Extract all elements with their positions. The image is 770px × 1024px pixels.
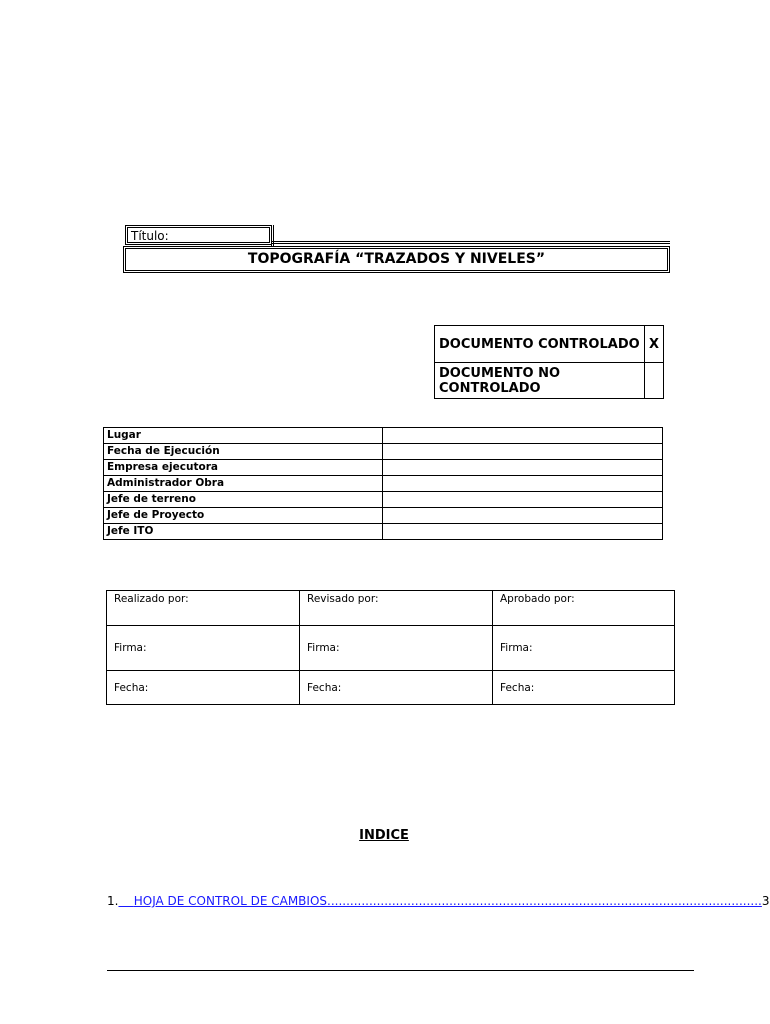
document-title	[123, 246, 670, 273]
table-row	[107, 591, 675, 626]
info-value	[383, 428, 663, 444]
control-mark: X	[645, 326, 664, 363]
table-row	[104, 492, 663, 508]
document-title-text: TOPOGRAFÍA “TRAZADOS Y NIVELES”	[247, 251, 546, 267]
toc-entry-number: 1.	[107, 894, 119, 908]
info-value	[383, 524, 663, 540]
title-label-text: Título:	[131, 229, 169, 243]
signature-header-revisado: Revisado por:	[300, 591, 493, 626]
table-row	[104, 460, 663, 476]
control-label: DOCUMENTO CONTROLADO	[435, 326, 645, 363]
toc-entry-page: 3	[761, 894, 770, 908]
table-row	[104, 476, 663, 492]
info-label: Lugar	[104, 428, 383, 444]
info-label: Jefe de Proyecto	[104, 508, 383, 524]
info-label: Empresa ejecutora	[104, 460, 383, 476]
toc-entry-link[interactable]	[118, 894, 327, 908]
title-divider-top	[272, 241, 670, 244]
info-value	[383, 508, 663, 524]
info-value	[383, 460, 663, 476]
control-row-controlled	[435, 326, 664, 363]
table-row	[107, 626, 675, 671]
signature-firma: Firma:	[300, 626, 493, 671]
project-info-table	[103, 427, 663, 540]
info-value	[383, 444, 663, 460]
toc-entry-title[interactable]: HOJA DE CONTROL DE CAMBIOS	[133, 894, 328, 908]
index-heading: INDICE	[359, 828, 409, 843]
toc-entry[interactable]	[107, 894, 770, 908]
table-row	[104, 524, 663, 540]
table-row	[104, 508, 663, 524]
info-label: Administrador Obra	[104, 476, 383, 492]
title-label	[125, 225, 272, 245]
control-label: DOCUMENTO NO CONTROLADO	[435, 363, 645, 399]
signature-firma: Firma:	[107, 626, 300, 671]
info-value	[383, 492, 663, 508]
toc-entry-leader: ..................................................................................................................	[327, 894, 762, 908]
info-label: Jefe de terreno	[104, 492, 383, 508]
control-mark	[645, 363, 664, 399]
footer-divider	[107, 970, 694, 971]
info-label: Jefe ITO	[104, 524, 383, 540]
info-value	[383, 476, 663, 492]
approval-signature-table	[106, 590, 675, 705]
control-row-uncontrolled	[435, 363, 664, 399]
signature-header-aprobado: Aprobado por:	[493, 591, 675, 626]
signature-fecha: Fecha:	[300, 671, 493, 705]
table-row	[104, 428, 663, 444]
control-status-table	[434, 325, 664, 399]
signature-fecha: Fecha:	[107, 671, 300, 705]
table-row	[104, 444, 663, 460]
title-divider-vertical	[271, 225, 274, 247]
signature-header-realizado: Realizado por:	[107, 591, 300, 626]
table-row	[107, 671, 675, 705]
signature-firma: Firma:	[493, 626, 675, 671]
info-label: Fecha de Ejecución	[104, 444, 383, 460]
signature-fecha: Fecha:	[493, 671, 675, 705]
